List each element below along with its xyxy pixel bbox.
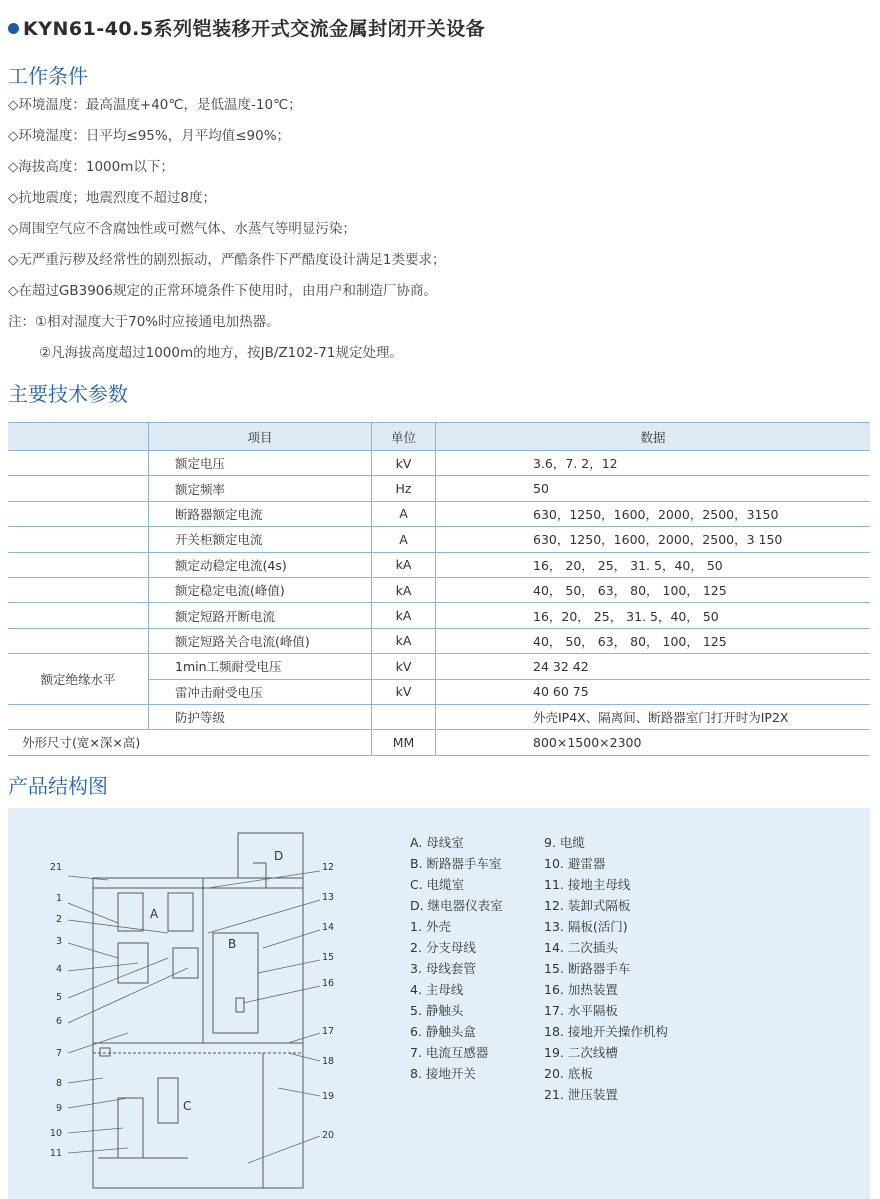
- row-item: 雷冲击耐受电压: [149, 679, 372, 704]
- callout-11: 11: [49, 1148, 62, 1159]
- row-value: 24 32 42: [436, 654, 871, 679]
- params-table: [8, 422, 870, 756]
- row-value: 40， 50， 63， 80， 100， 125: [436, 628, 871, 653]
- legend-item: 5. 静触头: [410, 1003, 464, 1018]
- legend-right: [544, 832, 668, 1105]
- label-D: D: [274, 849, 284, 863]
- legend-item: 11. 接地主母线: [544, 877, 631, 892]
- row-value: 40 60 75: [436, 679, 871, 704]
- label-C: C: [183, 1099, 192, 1113]
- switchgear-diagram: [8, 808, 408, 1199]
- row-unit: kA: [372, 628, 436, 653]
- table-header-cell: [8, 423, 149, 451]
- callout-5: 5: [55, 992, 62, 1003]
- row-item: 额定稳定电流(峰值): [149, 577, 372, 602]
- legend-item: 4. 主母线: [410, 982, 464, 997]
- row-item: 额定短路关合电流(峰值): [149, 628, 372, 653]
- row-unit: kV: [372, 679, 436, 704]
- callout-6: 6: [55, 1016, 62, 1027]
- label-B: B: [228, 937, 237, 951]
- table-row: [8, 628, 870, 653]
- cabinet-outline: [93, 878, 303, 1188]
- row-value: 50: [436, 476, 871, 501]
- legend-item: 3. 母线套管: [410, 961, 476, 976]
- bullet-dot-icon: [8, 23, 19, 34]
- legend-item: 18. 接地开关操作机构: [544, 1024, 668, 1039]
- row-value: 40， 50， 63， 80， 100， 125: [436, 577, 871, 602]
- row-unit: MM: [372, 730, 436, 755]
- legend-item: 10. 避雷器: [544, 856, 606, 871]
- condition-item: ◇抗地震度；地震烈度不超过8度；: [8, 190, 216, 206]
- row-unit: Hz: [372, 476, 436, 501]
- legend-item: 13. 隔板(活门): [544, 919, 628, 934]
- legend-left: [410, 832, 503, 1084]
- row-value: 外壳IP4X、隔离间、断路器室门打开时为IP2X: [436, 704, 871, 729]
- conditions-list: [8, 90, 445, 369]
- insulation-group-label: 额定绝缘水平: [8, 654, 149, 705]
- row-item: 额定短路开断电流: [149, 603, 372, 628]
- label-A: A: [150, 907, 159, 921]
- row-value: 630，1250，1600，2000，2500，3150: [436, 501, 871, 526]
- structure-diagram-panel: [8, 808, 870, 1199]
- row-item: 额定电压: [149, 451, 372, 476]
- legend-item: 15. 断路器手车: [544, 961, 631, 976]
- table-row: [8, 704, 870, 729]
- legend-item: C. 电缆室: [410, 877, 465, 892]
- row-item: 外形尺寸(宽×深×高): [8, 730, 372, 755]
- legend-item: 2. 分支母线: [410, 940, 476, 955]
- conditions-heading: 工作条件: [8, 64, 88, 88]
- legend-item: 20. 底板: [544, 1066, 593, 1081]
- row-item: 额定动稳定电流(4s): [149, 552, 372, 577]
- table-row: [8, 577, 870, 602]
- callout-17: 17: [322, 1026, 335, 1037]
- table-header-row: [8, 423, 870, 451]
- legend-item: 6. 静触头盒: [410, 1024, 476, 1039]
- legend-item: 17. 水平隔板: [544, 1003, 618, 1018]
- callout-7: 7: [55, 1048, 62, 1059]
- table-row: [8, 552, 870, 577]
- callout-20: 20: [322, 1130, 335, 1141]
- legend-item: 7. 电流互感器: [410, 1045, 489, 1060]
- callout-4: 4: [55, 964, 62, 975]
- callout-14: 14: [322, 922, 335, 933]
- table-row: [8, 603, 870, 628]
- condition-item: ◇环境温度：最高温度+40℃，是低温度-10℃；: [8, 97, 302, 113]
- table-header-cell: 单位: [372, 423, 436, 451]
- table-row: [8, 451, 870, 476]
- callout-21: 21: [49, 862, 62, 873]
- legend-item: 9. 电缆: [544, 835, 585, 850]
- row-unit: kA: [372, 552, 436, 577]
- row-unit: kA: [372, 577, 436, 602]
- row-value: 630，1250，1600，2000，2500，3 150: [436, 527, 871, 552]
- row-item: 开关柜额定电流: [149, 527, 372, 552]
- callout-8: 8: [55, 1078, 62, 1089]
- row-item: 1min工频耐受电压: [149, 654, 372, 679]
- table-row: [8, 654, 870, 679]
- legend-item: 19. 二次线槽: [544, 1045, 618, 1060]
- page-title: [8, 14, 485, 41]
- callout-16: 16: [322, 978, 335, 989]
- legend-item: 14. 二次插头: [544, 940, 618, 955]
- callout-9: 9: [55, 1103, 62, 1114]
- callout-2: 2: [55, 914, 62, 925]
- condition-item: ◇海拔高度：1000m以下；: [8, 159, 174, 175]
- legend-item: 12. 装卸式隔板: [544, 898, 631, 913]
- table-row: [8, 476, 870, 501]
- row-unit: A: [372, 501, 436, 526]
- callout-18: 18: [322, 1056, 335, 1067]
- callout-1: 1: [55, 893, 62, 904]
- callout-13: 13: [322, 892, 335, 903]
- callout-19: 19: [322, 1091, 335, 1102]
- legend-item: B. 断路器手车室: [410, 856, 502, 871]
- row-unit: A: [372, 527, 436, 552]
- row-value: 16，20， 25， 31. 5，40， 50: [436, 603, 871, 628]
- page-title-text: KYN61-40.5系列铠装移开式交流金属封闭开关设备: [23, 18, 486, 40]
- row-item: 防护等级: [149, 704, 372, 729]
- bushing-left: [118, 893, 143, 931]
- table-row: [8, 501, 870, 526]
- row-value: 3.6，7. 2，12: [436, 451, 871, 476]
- bushing-right: [168, 893, 193, 931]
- condition-item: ◇环境湿度：日平均≤95%，月平均值≤90%；: [8, 128, 291, 144]
- callout-12: 12: [322, 862, 335, 873]
- legend-item: 8. 接地开关: [410, 1066, 476, 1081]
- table-header-cell: 数据: [436, 423, 871, 451]
- row-item: 断路器额定电流: [149, 501, 372, 526]
- callout-15: 15: [322, 952, 335, 963]
- structure-heading: 产品结构图: [8, 774, 108, 798]
- callout-3: 3: [55, 936, 62, 947]
- row-value: 800×1500×2300: [436, 730, 871, 755]
- table-row: [8, 527, 870, 552]
- condition-item: ◇无严重污秽及经常性的剧烈振动，严酷条件下严酷度设计满足1类要求；: [8, 252, 446, 268]
- table-row: [8, 730, 870, 755]
- row-unit: kV: [372, 451, 436, 476]
- callout-10: 10: [49, 1128, 62, 1139]
- legend-item: 1. 外壳: [410, 919, 451, 934]
- legend-item: A. 母线室: [410, 835, 464, 850]
- row-item: 额定频率: [149, 476, 372, 501]
- legend-item: D. 继电器仪表室: [410, 898, 503, 913]
- legend-item: 16. 加热装置: [544, 982, 618, 997]
- condition-item: ◇周围空气应不含腐蚀性或可燃气体、水蒸气等明显污染；: [8, 221, 356, 237]
- table-header-cell: 项目: [149, 423, 372, 451]
- condition-item: ◇在超过GB3906规定的正常环境条件下使用时，由用户和制造厂协商。: [8, 283, 437, 299]
- note-1: 注：①相对湿度大于70%时应接通电加热器。: [8, 314, 280, 330]
- legend-item: 21. 泄压装置: [544, 1087, 618, 1102]
- row-unit: kV: [372, 654, 436, 679]
- params-heading: 主要技术参数: [8, 382, 128, 406]
- note-2: ②凡海拔高度超过1000m的地方，按JB/Z102-71规定处理。: [39, 345, 403, 361]
- row-unit: [372, 704, 436, 729]
- row-value: 16， 20， 25， 31. 5，40， 50: [436, 552, 871, 577]
- row-unit: kA: [372, 603, 436, 628]
